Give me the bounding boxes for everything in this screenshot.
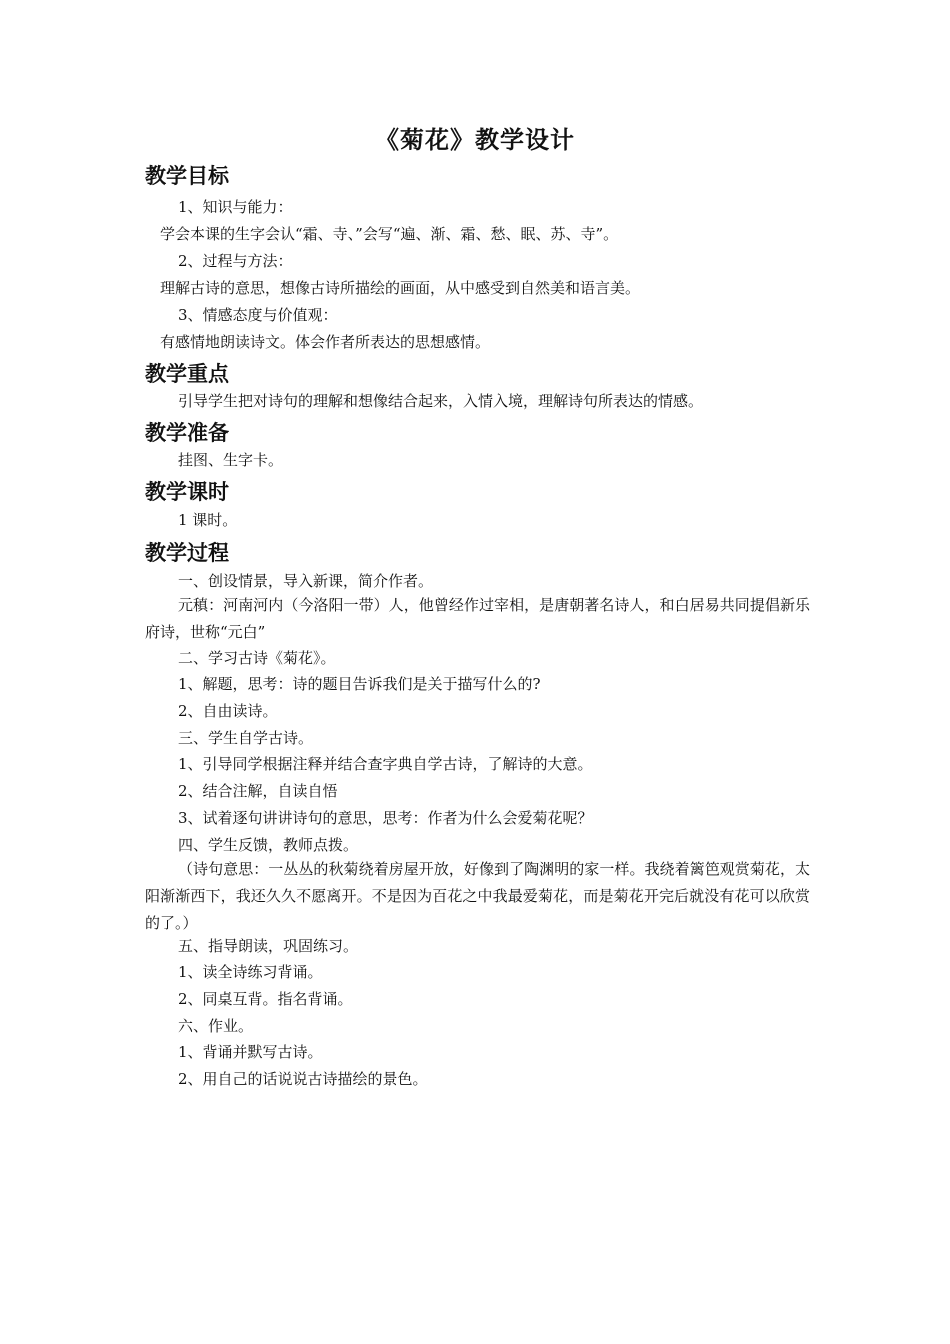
prep-line-1: 挂图、生字卡。 [178,451,284,469]
heading-process: 教学过程 [145,541,229,565]
process-line-5: 2、自由读诗。 [178,702,278,720]
process-line-12: 五、指导朗读，巩固练习。 [178,937,359,955]
heading-class-hours: 教学课时 [145,480,229,504]
process-line-7: 1、引导同学根据注释并结合查字典自学古诗，了解诗的大意。 [178,755,593,773]
process-line-8: 2、结合注解，自读自悟 [178,782,338,800]
process-line-13: 1、读全诗练习背诵。 [178,963,323,981]
process-line-6: 三、学生自学古诗。 [178,729,314,747]
goals-line-4: 理解古诗的意思，想像古诗所描绘的画面，从中感受到自然美和语言美。 [160,279,641,297]
process-line-15: 六、作业。 [178,1017,254,1035]
process-line-1: 一、创设情景，导入新课，简介作者。 [178,572,434,590]
process-line-10: 四、学生反馈，教师点拨。 [178,836,359,854]
goals-line-6: 有感情地朗读诗文。体会作者所表达的思想感情。 [160,333,491,351]
goals-line-2: 学会本课的生字会认“霜、寺、”会写“遍、渐、霜、愁、眠、苏、寺”。 [160,225,619,243]
process-paragraph-author: 元稹：河南河内（今洛阳一带）人，他曾经作过宰相，是唐朝著名诗人，和白居易共同提倡新乐府诗，世称“元白” [145,596,810,641]
process-line-9: 3、试着逐句讲讲诗句的意思，思考：作者为什么会爱菊花呢？ [178,809,593,827]
heading-key-points: 教学重点 [145,362,229,386]
goals-line-5: 3、情感态度与价值观： [178,306,338,324]
document-title: 《菊花》教学设计 [375,126,575,154]
key-line-1: 引导学生把对诗句的理解和想像结合起来，入情入境，理解诗句所表达的情感。 [178,392,704,410]
heading-goals: 教学目标 [145,164,229,188]
goals-line-3: 2、过程与方法： [178,252,293,270]
process-paragraph-meaning: （诗句意思：一丛丛的秋菊绕着房屋开放，好像到了陶渊明的家一样。我绕着篱笆观赏菊花，太阳渐渐西下，我还久久不愿离开。不是因为百花之中我最爱菊花，而是菊花开完后就没有花可以欣赏的了。） [145,860,810,932]
process-line-14: 2、同桌互背。指名背诵。 [178,990,353,1008]
process-line-4: 1、解题，思考：诗的题目告诉我们是关于描写什么的? [178,675,541,693]
goals-line-1: 1、知识与能力： [178,198,293,216]
process-line-16: 1、背诵并默写古诗。 [178,1043,323,1061]
hours-line-1: 1 课时。 [178,511,238,529]
process-line-3: 二、学习古诗《菊花》。 [178,649,336,667]
process-line-17: 2、用自己的话说说古诗描绘的景色。 [178,1070,428,1088]
heading-preparation: 教学准备 [145,421,229,445]
